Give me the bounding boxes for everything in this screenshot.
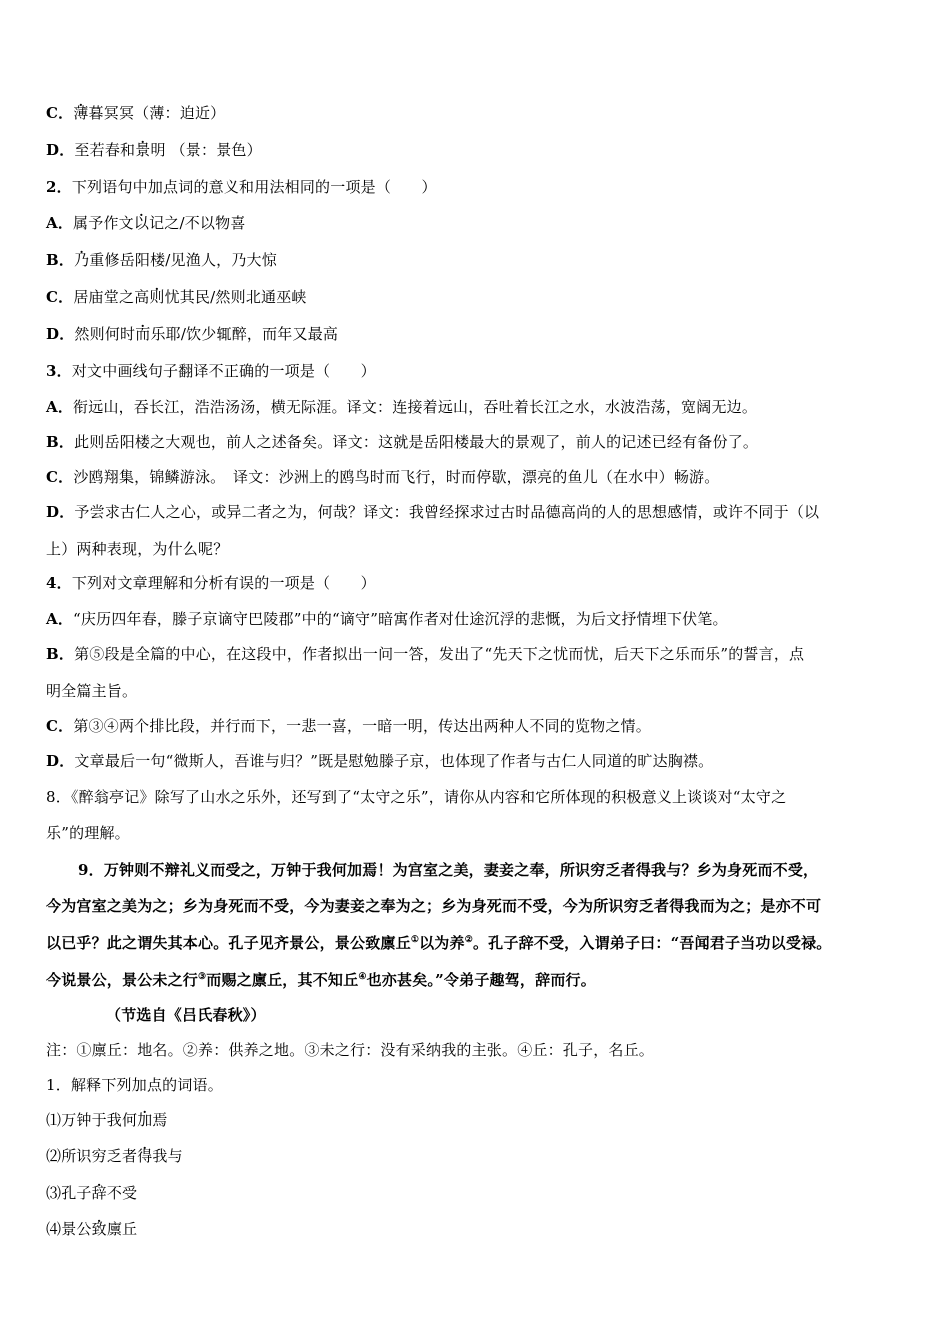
dotted-word: 得 — [137, 1147, 153, 1165]
line-text: 不受 — [106, 1184, 138, 1202]
text-line — [46, 397, 757, 417]
text-line — [46, 361, 376, 381]
text-line — [46, 787, 786, 807]
line-text: 上）两种表现，为什么呢？ — [46, 540, 229, 558]
text-line — [46, 287, 307, 307]
line-text: 下列对文章理解和分析有误的一项是（ ） — [71, 574, 376, 592]
text-line — [46, 573, 376, 593]
item-label: D． — [46, 141, 75, 159]
dotted-word: 则 — [149, 288, 165, 306]
line-text: 沙鸥翔集，锦鳞游泳。 译文：沙洲上的鸥鸟时而飞行，时而停歇，漂亮的鱼儿（在水中）畅游。 — [73, 468, 720, 486]
line-text: 予尝求古仁人之心，或异二者之为，何哉？译文：我曾经探求过古时品德高尚的人的思想感情，或许不同于（以 — [74, 503, 820, 521]
passage-text: 。孔子辞不受，入谓弟子曰：“吾闻君子当功以受禄。 — [472, 934, 832, 952]
line-text: 廪丘 — [106, 1220, 138, 1238]
passage-text: 9．万钟则不辩礼义而受之，万钟于我何加焉！为宫室之美，妻妾之奉，所识穷乏者得我与？乡为身死而不受， — [78, 861, 819, 879]
sub-item-number: ⑵ — [46, 1147, 62, 1165]
item-label: D． — [46, 325, 75, 343]
item-label: A． — [46, 398, 74, 416]
text-line — [46, 539, 228, 559]
text-line — [46, 177, 437, 197]
text-line — [46, 502, 819, 522]
passage-text: 以为养 — [419, 934, 465, 952]
text-line — [46, 213, 246, 233]
text-line — [46, 432, 758, 452]
text-line — [46, 250, 277, 270]
footnote-marker: ① — [410, 935, 420, 945]
line-text: 忧其民/然则北通巫峡 — [164, 288, 307, 306]
passage-line — [46, 970, 596, 990]
notes-line — [46, 1040, 654, 1060]
sub-item-number: ⑷ — [46, 1220, 62, 1238]
line-text: 文章最后一句“微斯人，吾谁与归？”既是慰勉滕子京，也体现了作者与古仁人同道的旷达胸襟。 — [74, 752, 714, 770]
item-label: B． — [46, 645, 75, 663]
item-label: A． — [46, 214, 74, 232]
text-line — [46, 324, 338, 344]
dotted-word: 以 — [133, 214, 150, 232]
sub-item — [46, 1183, 137, 1203]
line-text: 所识穷乏者 — [61, 1147, 138, 1165]
passage-text: 而赐之廪丘，其不知丘 — [206, 971, 359, 989]
dotted-word: 薄 — [73, 104, 89, 122]
sub-item-number: ⑴ — [46, 1111, 62, 1129]
line-text: 我与 — [152, 1147, 183, 1165]
dotted-word: 致 — [91, 1220, 107, 1238]
item-label: C． — [46, 468, 74, 486]
item-label: D． — [46, 752, 75, 770]
item-label: C． — [46, 717, 74, 735]
passage-line — [46, 933, 831, 953]
line-text: 居庙堂之高 — [73, 288, 150, 306]
text-line — [46, 823, 130, 843]
line-text: “庆历四年春，滕子京谪守巴陵郡”中的“谪守”暗寓作者对仕途沉浮的悲慨，为后文抒情埋下伏笔。 — [73, 610, 728, 628]
dotted-word: 辞 — [91, 1184, 107, 1202]
passage-text: 也亦甚矣。”令弟子趣驾，辞而行。 — [366, 971, 596, 989]
line-text: 明 （景：景色） — [150, 141, 262, 159]
line-text: 焉 — [152, 1111, 168, 1129]
item-label: 8． — [46, 788, 71, 806]
passage-line — [78, 860, 818, 880]
line-text: 重修岳阳楼/见渔人，乃大惊 — [89, 251, 277, 269]
text-line — [46, 644, 804, 664]
footnote-marker: ④ — [358, 972, 367, 982]
item-label: 4． — [46, 574, 72, 592]
passage-text: 以已乎？此之谓失其本心。孔子见齐景公，景公致廪丘 — [46, 934, 411, 952]
line-text: 《醉翁亭记》除写了山水之乐外，还写到了“太守之乐”，请你从内容和它所体现的积极意义上谈谈对“太守之 — [70, 788, 787, 806]
line-text: 属予作文 — [73, 214, 134, 232]
dotted-word: 而 — [135, 325, 151, 343]
item-label: C． — [46, 288, 74, 306]
sub-item — [46, 1219, 137, 1239]
line-text: 至若春和 — [74, 141, 136, 159]
text-line — [46, 751, 713, 771]
line-text: 孔子 — [61, 1184, 92, 1202]
text-line — [46, 681, 137, 701]
item-label: A． — [46, 610, 74, 628]
question-title — [46, 1075, 223, 1095]
line-text: 此则岳阳楼之大观也，前人之述备矣。译文：这就是岳阳楼最大的景观了，前人的记述已经有备份了。 — [74, 433, 759, 451]
line-text: 对文中画线句子翻译不正确的一项是（ ） — [71, 362, 376, 380]
line-text: 万钟于我何 — [61, 1111, 138, 1129]
sub-item-number: ⑶ — [46, 1184, 62, 1202]
line-text: 景公 — [61, 1220, 92, 1238]
passage-line — [46, 896, 821, 916]
item-label: B． — [46, 251, 75, 269]
line-text: 暮冥冥（薄：迫近） — [88, 104, 226, 122]
line-text: 然则何时 — [74, 325, 136, 343]
item-label: B． — [46, 433, 75, 451]
footnote-marker: ③ — [198, 972, 207, 982]
passage-line — [106, 1005, 266, 1025]
dotted-word: 景 — [135, 141, 151, 159]
text-line — [46, 467, 719, 487]
line-text: 第⑤段是全篇的中心，在这段中，作者拟出一问一答，发出了“先天下之忧而忧，后天下之乐而乐”的誓言，点 — [74, 645, 805, 663]
line-text: 注：①廪丘：地名。②养：供养之地。③未之行：没有采纳我的主张。④丘：孔子，名丘。 — [46, 1041, 655, 1059]
dotted-word: 加 — [137, 1111, 153, 1129]
line-text: 记之/不以物喜 — [149, 214, 246, 232]
item-label: D． — [46, 503, 75, 521]
line-text: 衔远山，吞长江，浩浩汤汤，横无际涯。译文：连接着远山，吞吐着长江之水，水波浩荡，宽阔无边。 — [73, 398, 758, 416]
dotted-word: 乃 — [74, 251, 90, 269]
line-text: 第③④两个排比段，并行而下，一悲一喜，一暗一明，传达出两种人不同的览物之情。 — [73, 717, 651, 735]
line-text: 下列语句中加点词的意义和用法相同的一项是（ ） — [71, 178, 437, 196]
line-text: 1．解释下列加点的词语。 — [46, 1076, 223, 1094]
footnote-marker: ② — [464, 935, 473, 945]
item-label: C． — [46, 104, 74, 122]
passage-text: （节选自《吕氏春秋》） — [106, 1006, 266, 1024]
passage-text: 今说景公，景公未之行 — [46, 971, 199, 989]
line-text: 乐”的理解。 — [46, 824, 130, 842]
passage-text: 今为宫室之美为之；乡为身死而不受，今为妻妾之奉为之；乡为身死而不受，今为所识穷乏者得我而为之；是亦不可 — [46, 897, 822, 915]
text-line — [46, 716, 651, 736]
line-text: 明全篇主旨。 — [46, 682, 138, 700]
text-line — [46, 140, 262, 160]
item-label: 2． — [46, 178, 72, 196]
text-line — [46, 609, 728, 629]
sub-item — [46, 1146, 183, 1166]
sub-item — [46, 1110, 168, 1130]
line-text: 乐耶/饮少辄醉，而年又最高 — [150, 325, 339, 343]
text-line — [46, 103, 225, 123]
item-label: 3． — [46, 362, 72, 380]
